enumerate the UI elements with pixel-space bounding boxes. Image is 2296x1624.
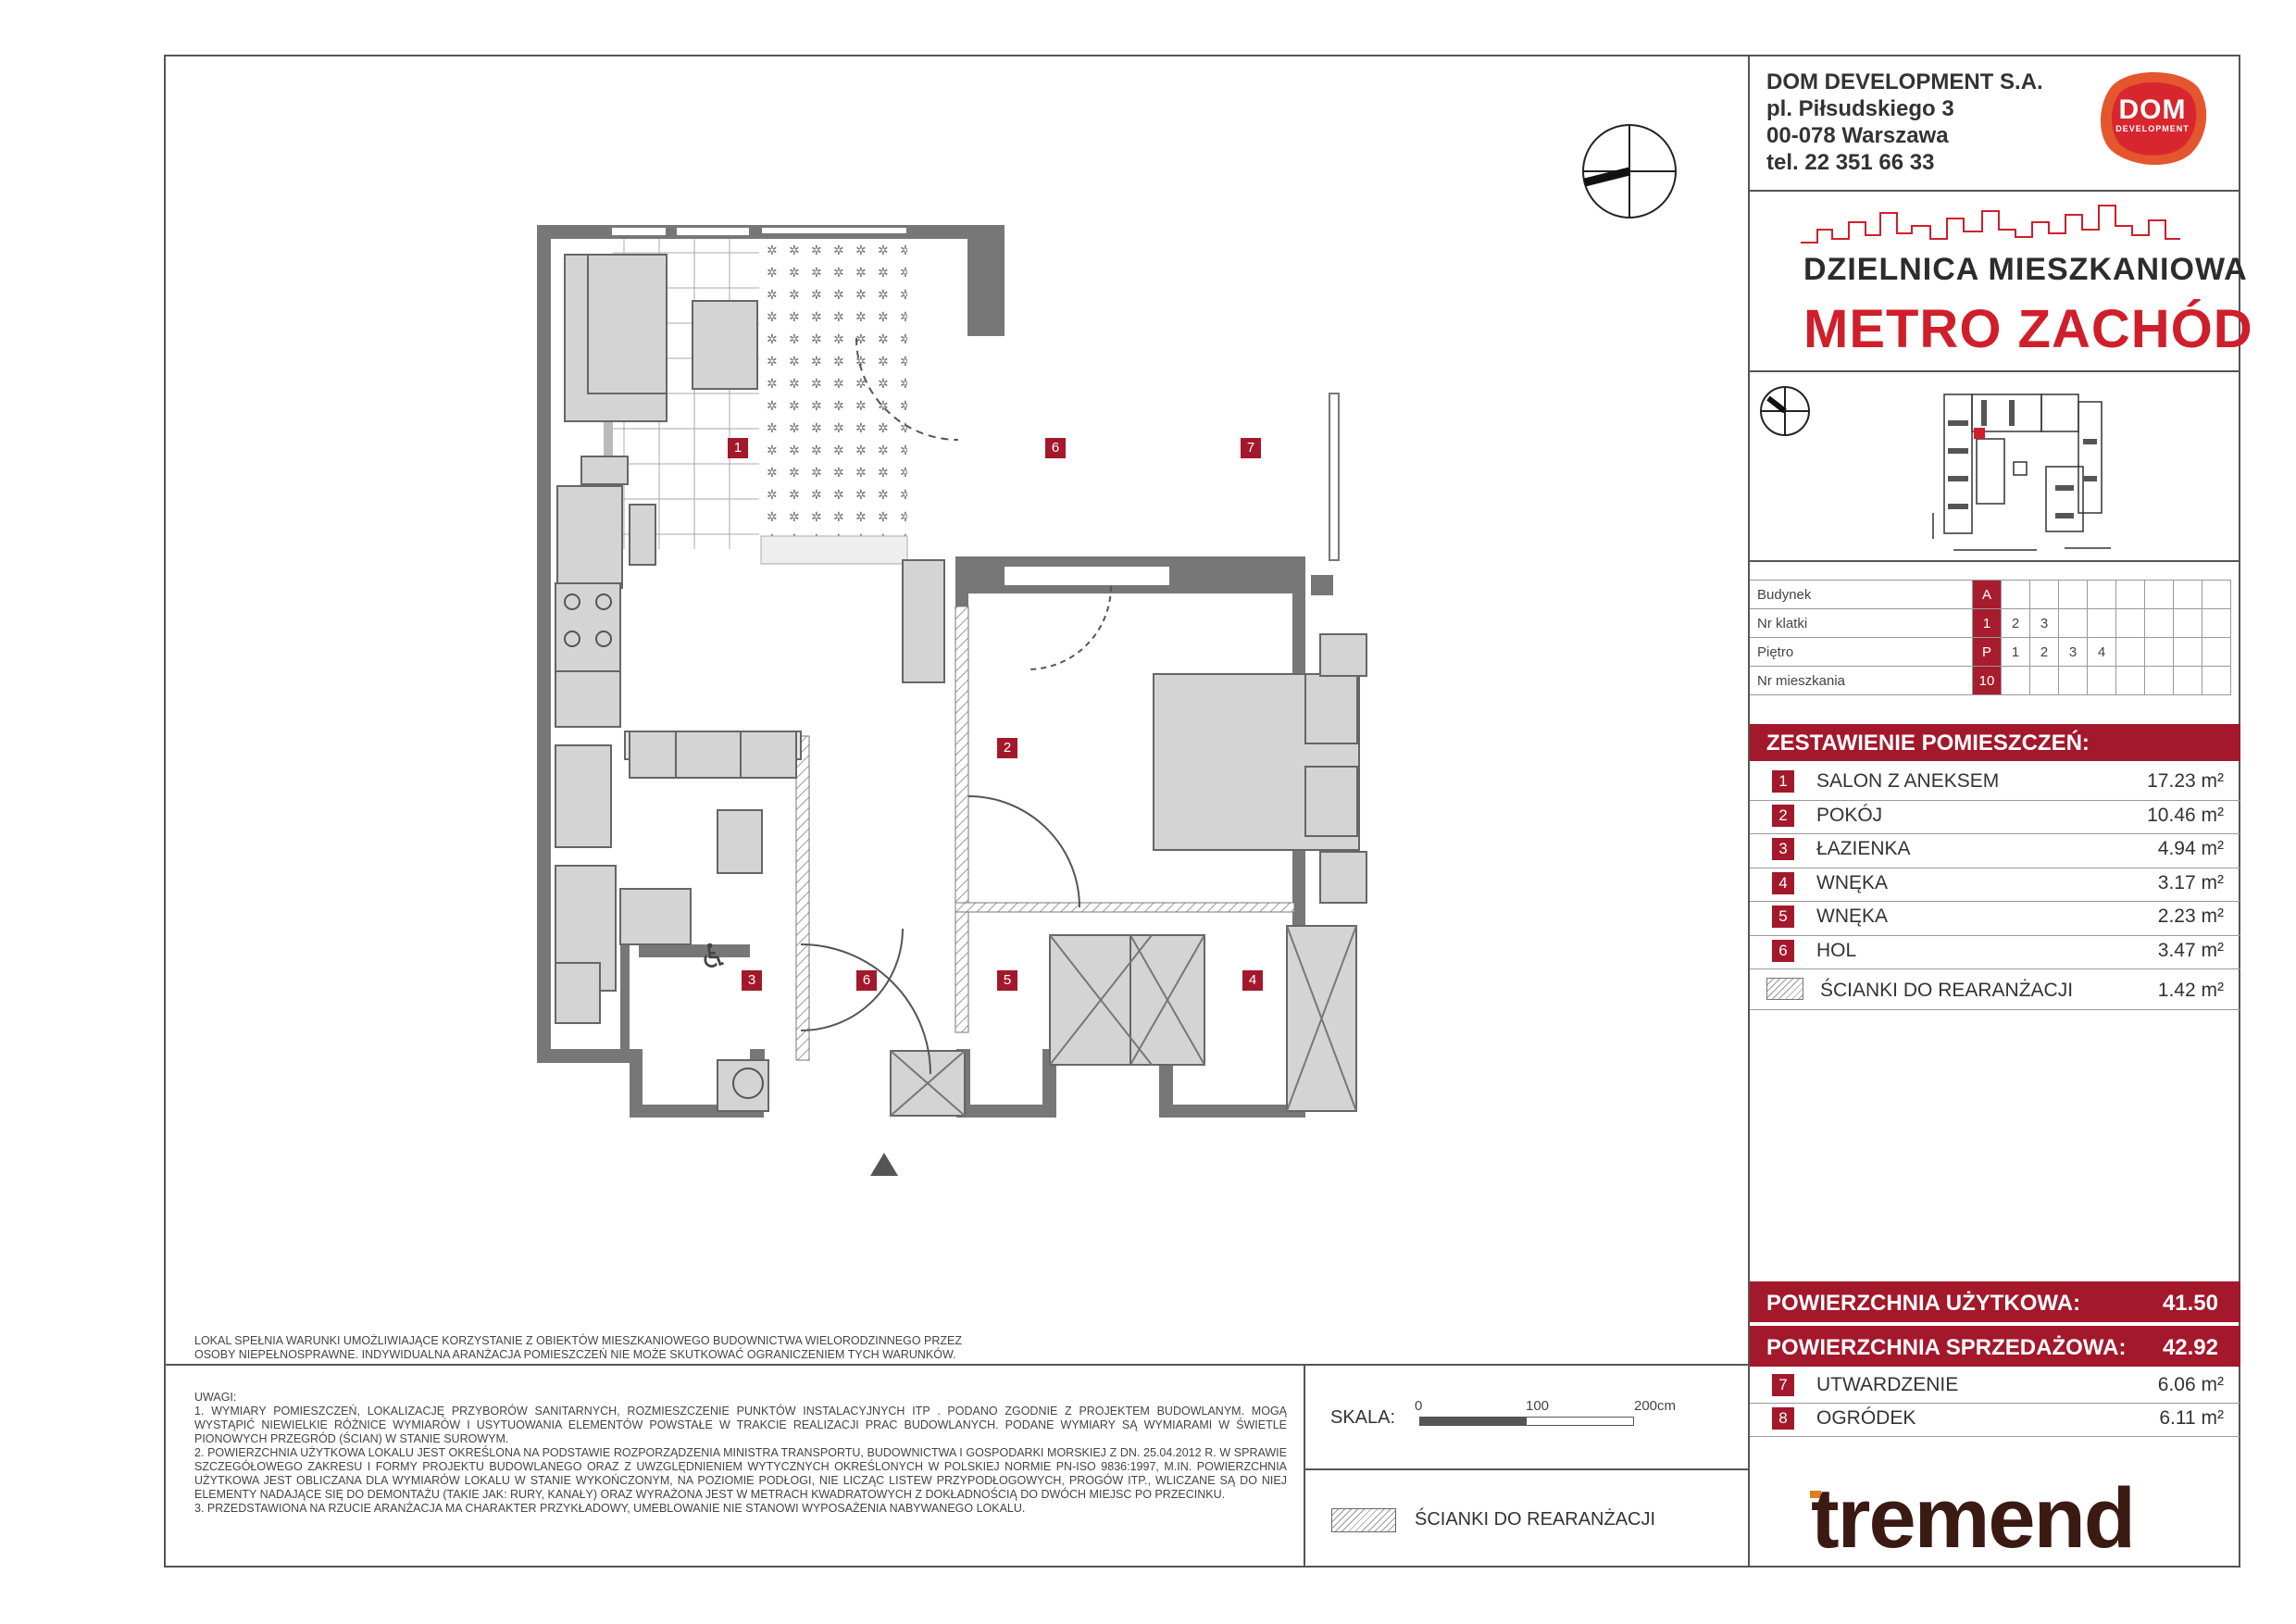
note-item: 3. PRZEDSTAWIONA NA RZUCIE ARANŻACJA MA CHARAKTER PRZYKŁADOWY, UMEBLOWANIE NIE STANOWI WYPOSAŻENIA NABYWANEGO LOKALU. — [194, 1502, 1026, 1515]
extra-area: 6.11 m² — [2159, 1407, 2224, 1429]
apartment-location-marker — [1974, 428, 1985, 439]
info-cell-selected: P — [1973, 638, 2002, 667]
info-cell-selected: 10 — [1973, 667, 2002, 695]
room-row — [1766, 832, 2235, 866]
info-cell: 4 — [2088, 638, 2116, 667]
room-name: WNĘKA — [1816, 872, 1889, 893]
room-number: 6 — [1772, 940, 1794, 962]
room-area: 3.47 m² — [2157, 940, 2224, 961]
kitchen-stove — [555, 583, 620, 671]
room-area: 3.17 m² — [2157, 872, 2224, 893]
plan-room-marker: 7 — [1241, 438, 1261, 458]
plan-room-marker: 2 — [997, 738, 1017, 758]
info-cell: 2 — [2002, 609, 2030, 638]
plan-room-marker: 6 — [1045, 438, 1066, 458]
info-label: Budynek — [1750, 581, 1973, 609]
accessibility-icon: ♿ — [699, 938, 730, 976]
garden-area — [761, 231, 907, 549]
room-row — [1766, 934, 2235, 968]
scale-label: SKALA: — [1330, 1407, 1396, 1428]
legend-hatch-swatch — [1331, 1508, 1396, 1532]
notes-title: UWAGI: — [194, 1391, 237, 1404]
info-cell: 2 — [2030, 638, 2059, 667]
sales-area-value: 42.92 — [2162, 1335, 2218, 1360]
scale-tick: 200cm — [1634, 1398, 1677, 1414]
toilet — [718, 810, 762, 873]
sales-area-bar — [1750, 1326, 2240, 1367]
wardrobe — [903, 560, 944, 682]
divider — [1748, 370, 2240, 372]
company-name: DOM DEVELOPMENT S.A. — [1766, 69, 2043, 94]
info-cell: 3 — [2059, 638, 2088, 667]
divider — [1304, 1364, 1305, 1568]
extra-row — [1766, 1368, 2235, 1402]
company-phone: tel. 22 351 66 33 — [1766, 150, 1935, 175]
project-line1: DZIELNICA MIESZKANIOWA — [1803, 252, 2248, 287]
extra-name: OGRÓDEK — [1816, 1407, 1916, 1429]
room-row — [1766, 900, 2235, 933]
apartment-info-table — [1750, 580, 2231, 695]
partition-area: 1.42 m² — [2157, 980, 2224, 1001]
sales-area-label: POWIERZCHNIA SPRZEDAŻOWA: — [1766, 1335, 2127, 1360]
accessibility-note: LOKAL SPEŁNIA WARUNKI UMOŻLIWIAJĄCE KORZYSTANIE Z OBIEKTÓW MIESZKANIOWEGO BUDOWNICTWA WIELORODZINNEGO PRZEZ OSOBY NIEPEŁNOSPRAWNE. INDYWIDUALNA ARANŻACJA POMIESZCZEŃ NIE MOŻE SKUTKOWAĆ OGRANICZENIEM TYCH WARUNKÓW. — [194, 1334, 963, 1361]
usable-area-label: POWIERZCHNIA UŻYTKOWA: — [1766, 1291, 2081, 1316]
usable-area-bar — [1750, 1281, 2240, 1322]
hatch-swatch — [1766, 978, 1803, 1000]
company-info — [1766, 69, 2043, 176]
kitchen-sink — [676, 731, 741, 778]
compass-small-icon — [1757, 383, 1813, 443]
room-area: 10.46 m² — [2147, 805, 2224, 826]
info-label: Nr mieszkania — [1750, 667, 1973, 695]
room-number: 5 — [1772, 906, 1794, 928]
info-label: Piętro — [1750, 638, 1973, 667]
plan-room-marker: 4 — [1242, 970, 1263, 991]
room-row — [1766, 867, 2235, 900]
info-cell: 1 — [2002, 638, 2030, 667]
floor-plan — [518, 218, 1454, 1185]
extra-number: 7 — [1772, 1374, 1794, 1396]
usable-area-value: 41.50 — [2162, 1291, 2218, 1316]
entrance-arrow-icon — [870, 1153, 898, 1176]
partition-name: ŚCIANKI DO REARANŻACJI — [1820, 980, 2074, 1001]
divider — [1748, 190, 2240, 192]
room-number: 3 — [1772, 838, 1794, 860]
row-separator — [1750, 968, 2240, 969]
garden-gravel — [761, 536, 907, 564]
dining-table — [557, 486, 622, 588]
plan-room-marker: 1 — [728, 438, 748, 458]
info-cell: 3 — [2030, 609, 2059, 638]
scale-tick: 100 — [1526, 1398, 1550, 1414]
note-item: 2. POWIERZCHNIA UŻYTKOWA LOKALU JEST OKREŚLONA NA PODSTAWIE ROZPORZĄDZENIA MINISTRA TRANSPORTU, BUDOWNICTWA I GOSPODARKI MORSKIEJ Z DN. 25.04.2012 R. W SPRAWIE SZCZEGÓŁOWEGO ZAKRESU I FORMY PROJEKTU BUDOWLANEGO ORAZ Z UWZGLĘDNIENIEM WYTYCZNYCH OKREŚLONYCH W POLSKIEJ NORMIE PN-ISO 9836:1997, M.IN. POWIERZCHNIA UŻYTKOWA JEST OBLICZANA DLA WYMIARÓW LOKALU W STANIE WYKOŃCZONYM, NA POZIOMIE PODŁOGI, NIE LICZĄC LISTEW PRZYPODŁOGOWYCH, PROGÓW ITP., WLICZANE SĄ DO NIEJ ELEMENTY NADAJĄCE SIĘ DO DEMONTAŻU (TAKIE JAK: RURY, KANAŁY) ORAZ WYRAŻONA JEST W METRACH KWADRATOWYCH Z DOKŁADNOŚCIĄ DO DWÓCH MIEJSC PO PRZECINKU. — [194, 1446, 1287, 1501]
info-row-floor — [1750, 638, 2231, 667]
room-area: 17.23 m² — [2147, 770, 2224, 792]
dom-development-logo — [2094, 67, 2211, 169]
extra-number: 8 — [1772, 1407, 1794, 1430]
note-item: 1. WYMIARY POMIESZCZEŃ, LOKALIZACJĘ PRZYBORÓW SANITARNYCH, ROZMIESZCZENIE PUNKTÓW INSTALACYJNYCH ITP . PODANO ZGODNIE Z PROJEKTEM BUDOWLANYM. MOGĄ WYSTĄPIĆ NIEWIELKIE RÓŻNICE WYMIARÓW I USYTUOWANIA ELEMENTÓW POWSTAŁE W TRAKCIE REALIZACJI PRAC BUDOWLANYCH. PODANE WYMIARY SĄ WYMIARAMI W ŚWIETLE PIONOWYCH PRZEGRÓD (ŚCIAN) W STANIE SUROWYM. — [194, 1405, 1287, 1445]
logo-subtext: DEVELOPMENT — [2115, 124, 2190, 133]
info-row-building — [1750, 581, 2231, 609]
skyline-icon — [1801, 202, 2180, 253]
room-number: 2 — [1772, 805, 1794, 827]
room-number: 1 — [1772, 770, 1794, 793]
company-city: 00-078 Warszawa — [1766, 123, 1949, 148]
extra-area: 6.06 m² — [2157, 1374, 2224, 1395]
tremend-logo: tremend — [1811, 1471, 2134, 1566]
room-area: 2.23 m² — [2157, 906, 2224, 927]
divider — [1304, 1468, 1750, 1470]
room-area: 4.94 m² — [2157, 838, 2224, 859]
scale-tick: 0 — [1415, 1398, 1423, 1414]
divider — [164, 1364, 1750, 1366]
info-cell-selected: A — [1973, 581, 2002, 609]
plan-room-marker: 5 — [997, 970, 1017, 991]
rooms-header-label: ZESTAWIENIE POMIESZCZEŃ: — [1766, 731, 2090, 756]
room-name: ŁAZIENKA — [1816, 838, 1911, 859]
bath-sink — [555, 963, 600, 1023]
extra-name: UTWARDZENIE — [1816, 1374, 1959, 1395]
rooms-header — [1750, 724, 2240, 761]
coffee-table — [693, 301, 757, 389]
plan-room-marker: 6 — [856, 970, 877, 991]
info-row-staircase — [1750, 609, 2231, 638]
room-number: 4 — [1772, 872, 1794, 894]
company-street: pl. Piłsudskiego 3 — [1766, 96, 1954, 121]
row-separator — [1750, 1009, 2240, 1010]
legend-label: ŚCIANKI DO REARANŻACJI — [1415, 1509, 1656, 1530]
project-title: METRO ZACHÓD — [1803, 299, 2253, 359]
compass-icon — [1574, 116, 1685, 231]
room-name: HOL — [1816, 940, 1857, 961]
shower — [718, 1060, 768, 1111]
room-name: POKÓJ — [1816, 805, 1883, 826]
info-label: Nr klatki — [1750, 609, 1973, 638]
extra-row — [1766, 1402, 2235, 1435]
room-row — [1766, 765, 2235, 798]
room-row — [1766, 799, 2235, 832]
plan-room-marker: 3 — [742, 970, 762, 991]
scale-bar — [1419, 1417, 1634, 1426]
room-name: WNĘKA — [1816, 906, 1889, 927]
info-row-apartment — [1750, 667, 2231, 695]
info-cell-selected: 1 — [1973, 609, 2002, 638]
logo-text: DOM — [2118, 94, 2187, 125]
notes-block — [194, 1391, 1287, 1516]
room-name: SALON Z ANEKSEM — [1816, 770, 2000, 792]
site-plan-map — [1926, 383, 2120, 564]
row-separator — [1750, 1436, 2240, 1437]
partition-row — [1766, 974, 2235, 1007]
